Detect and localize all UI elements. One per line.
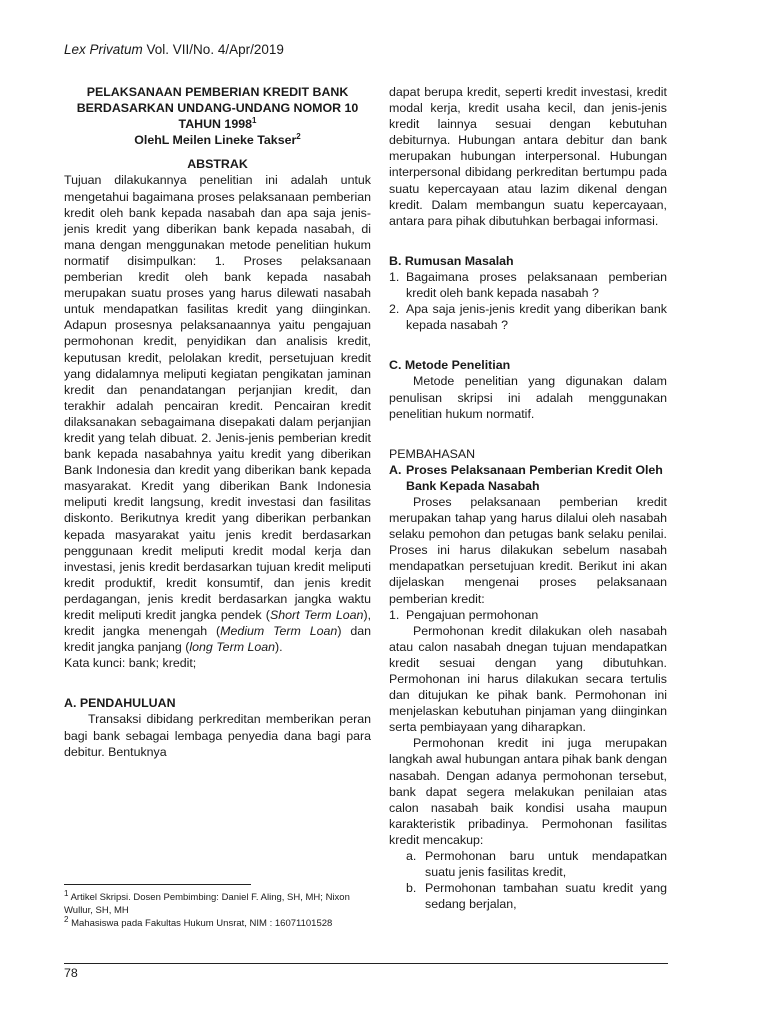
page-number: 78 xyxy=(64,966,78,980)
pembahasan-item xyxy=(389,607,667,623)
footnote-divider xyxy=(64,884,251,885)
right-column xyxy=(389,84,667,912)
left-column xyxy=(64,84,371,760)
keywords: Kata kunci: bank; kredit; xyxy=(64,656,197,671)
abstract-heading: ABSTRAK xyxy=(187,157,248,172)
pembahasan-para3: Permohonan kredit ini juga merupakan langkah awal hubungan antara pihak bank dengan nasabah. Dengan adanya permohonan tersebut, bank dapat segera melakukan penilaian atas calon nasabah baik kondisi usaha maupun karakteristik pribadinya. Permohonan fasilitas kredit mencakup: xyxy=(389,736,667,847)
rumusan-heading: B. Rumusan Masalah xyxy=(389,253,514,268)
intro-heading: A. PENDAHULUAN xyxy=(64,696,176,711)
footnotes xyxy=(64,888,351,930)
article-title-line2: BERDASARKAN UNDANG-UNDANG NOMOR 10 xyxy=(76,101,359,116)
article-title-line1: PELAKSANAAN PEMBERIAN KREDIT BANK xyxy=(86,85,349,99)
footnote-2: $^2$ Mahasiswa pada Fakultas Hukum Unsrat, NIM : 16071101528 xyxy=(64,914,333,929)
intro-text: Transaksi dibidang perkreditan memberikan peran bagi bank sebagai lembaga penyedia dana bagi para debitur. Bentuknya xyxy=(64,712,371,759)
journal-name: Lex Privatum xyxy=(64,42,143,57)
intro-continuation: dapat berupa kredit, seperti kredit investasi, kredit modal kerja, kredit usaha kecil, dan jenis-jenis kredit lainnya sesuai dengan kebutuhan debiturnya. Hubungan antara debitur dan bank merupakan hubungan interpersonal. Hubungan interpersonal dibidang perkreditan bertumpu pada suatu kepercayaan atau lazim dikenal dengan kredit. Dalam membangun suatu kepercayaan, antara para pihak dibutuhkan berbagai informasi. xyxy=(389,85,667,228)
abstract-text: Tujuan dilakukannya penelitian ini adalah untuk mengetahui bagaimana proses pelaksanaan pemberian kredit oleh bank kepada nasabah dan apa saja jenis-jenis kredit yang diberikan bank kepada nasabah, di mana dengan menggunakan metode penelitian hukum normatif disimpulkan: 1. Proses pelaksanaan pemberian kredit oleh bank kepada nasabah merupakan suatu proses yang harus dilewati nasabah untuk mendapatkan fasilitas kredit yang diinginkan. Adapun prosesnya pelaksanaannya yaitu pengajuan permohonan kredit, penyidikan dan analisis kredit, keputusan kredit, pelolakan kredit, persetujuan kredit yang didalamnya meliputi kegiatan pengikatan jaminan kredit dan penandatangan perjanjian kredit, dan terakhir adalah pencairan kredit. Pencairan kredit dilaksanakan sebagaimana disepakati dalam perjanjian kredit yang telah dibuat. 2. Jenis-jenis pemberian kredit bank kepada nasabahnya yaitu kredit yang diberikan Bank Indonesia dan kredit yang diberikan bank kepada masyarakat. Kredit yang diberikan Bank Indonesia meliputi kredit langsung, kredit investasi dan fasilitas diskonto. Berikutnya kredit yang diberikan perbankan kepada masyarakat yaitu jenis kredit berdasarkan penggunaan kredit meliputi kredit modal kerja dan investasi, jenis kredit berdasarkan tujuan kredit meliputi kredit produktif, kredit konsumtif, dan jenis kredit perdagangan, jenis kredit berdasarkan jangka waktu kredit meliputi kredit jangka pendek (Short Term Loan), kredit jangka menengah (Medium Term Loan) dan kredit jangka panjang (long Term Loan). xyxy=(64,173,372,655)
footnote-1: $^1$ Artikel Skripsi. Dosen Pembimbing: Daniel F. Aling, SH, MH; Nixon Wullur, SH, MH xyxy=(64,888,350,916)
list-item: 2. Apa saja jenis-jenis kredit yang diberikan bank kepada nasabah ? xyxy=(389,302,667,333)
footnote-ref-1: 1 xyxy=(252,116,257,126)
list-item: a. Permohonan baru untuk mendapatkan suatu jenis fasilitas kredit, xyxy=(406,849,667,880)
pembahasan-para1: Proses pelaksanaan pemberian kredit merupakan tahap yang harus dilalui oleh nasabah selaku pemohon dan petugas bank selaku penilai. Proses ini harus dilakukan sebelum nasabah mendapatkan persetujuan kredit. Berikut ini akan dijelaskan mengenai proses pelaksanaan pemberian kredit: xyxy=(389,494,667,606)
footnote-ref-2: 2 xyxy=(296,132,301,142)
article-title-line3: TAHUN 1998$^1$ xyxy=(178,116,257,132)
running-header xyxy=(64,42,284,58)
pembahasan-para2: Permohonan kredit dilakukan oleh nasabah atau calon nasabah dnegan tujuan mendapatkan kredit sesuai dengan yang dibutuhkan. Permohonan ini harus dilakukan secara tertulis dan ditujukan ke pihak bank. Permohonan ini menjelaskan kebutuhan pinjaman yang diinginkan serta pembiayaan yang diharapkan. xyxy=(389,623,667,735)
metode-text: Metode penelitian yang digunakan dalam penulisan skripsi ini adalah menggunakan penelitian hukum normatif. xyxy=(389,374,667,421)
list-item: 1. Bagaimana proses pelaksanaan pemberian kredit oleh bank kepada nasabah ? xyxy=(389,269,667,301)
metode-heading: C. Metode Penelitian xyxy=(389,358,511,373)
article-author: OlehL Meilen Lineke Takser$^2$ xyxy=(134,132,301,148)
list-item: b. Permohonan tambahan suatu kredit yang sedang berjalan, xyxy=(406,881,667,912)
permohonan-list xyxy=(406,848,667,912)
rumusan-list xyxy=(389,269,667,333)
list-item: 1. Pengajuan permohonan xyxy=(389,607,539,622)
pembahasan-heading: PEMBAHASAN xyxy=(389,446,476,461)
journal-issue: Vol. VII/No. 4/Apr/2019 xyxy=(142,42,284,57)
footer-divider xyxy=(64,963,668,964)
pembahasan-subheading: A. Proses Pelaksanaan Pemberian Kredit Oleh Bank Kepada Nasabah xyxy=(389,462,663,493)
